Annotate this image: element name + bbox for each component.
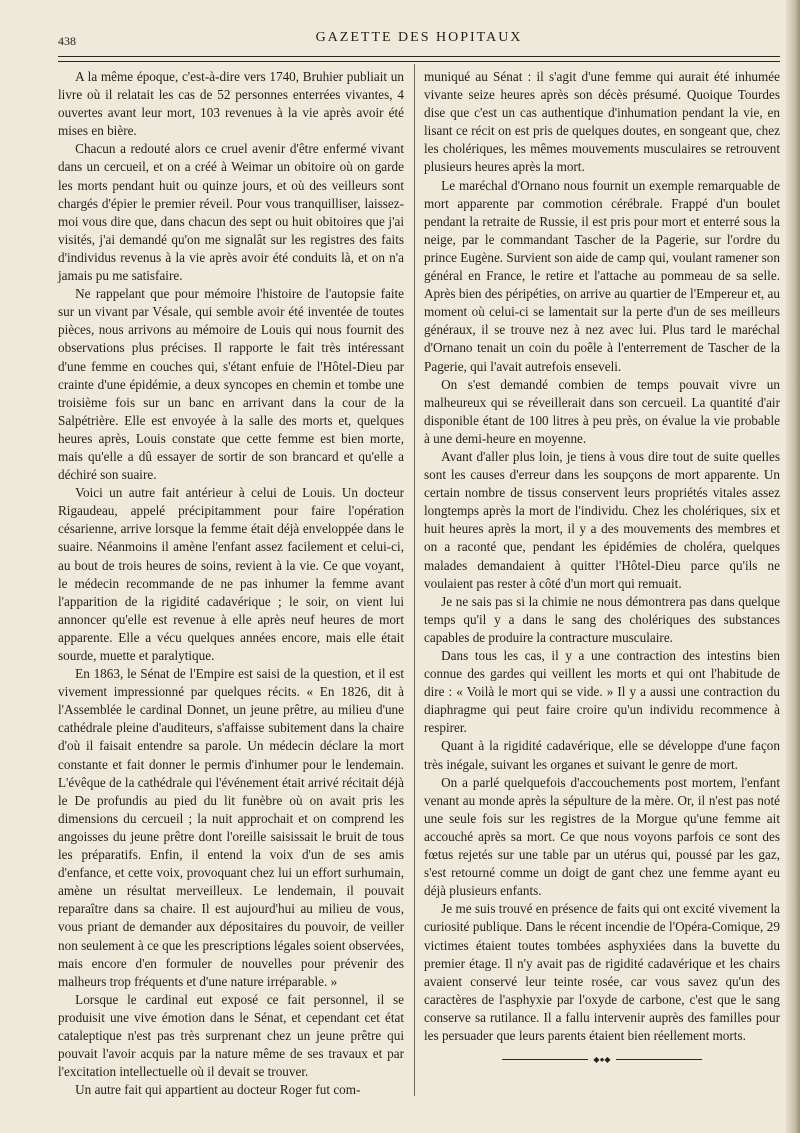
- paragraph: Le maréchal d'Ornano nous fournit un exemple remarquable de mort apparente par commotion cérébrale. Frappé d'un boulet pendant la retraite de Russie, il est pris pour mort et enterré sous la neige, par le commandant Tascher de la Pagerie, sur l'ordre du prince Eugène. Survient son aide de camp qui, voulant ramener son général en France, le retire et l'attache au pommeau de sa selle. Après bien des péripéties, on arrive au quartier de l'Empereur et, au moment où celui-ci se lamentait sur la perte d'un de ses meilleurs généraux, il se trouve nez à nez avec lui. Plus tard le maréchal d'Ornano tenait un coin du poêle à l'enterrement de Tascher de la Pagerie, qui l'avait autrefois enseveli.: [424, 177, 780, 374]
- paragraph-continued: muniqué au Sénat : il s'agit d'une femme qui aurait été inhumée vivante seize heures après son décès présumé. Quoique Tourdes dise que c'est un cas authentique d'inhumation pendant la vie, en lisant ce récit on est pris de quelques doutes, en songeant que, chez les cholériques, les mêmes mouvements musculaires se retrouvent plusieurs heures après la mort.: [424, 69, 780, 175]
- header-rule: [58, 56, 780, 62]
- paragraph: Lorsque le cardinal eut exposé ce fait personnel, il se produisit une vive émotion dans le Sénat, et cependant cet état cataleptique n'est pas très surprenant chez un jeune prêtre qui pouvait l'avoir acquis par la nature même de ses travaux et par l'excitation intellectuelle où il devait se trouver.: [58, 991, 404, 1080]
- end-ornament-rule: [502, 1055, 702, 1065]
- paragraph: Chacun a redouté alors ce cruel avenir d'être enfermé vivant dans un cercueil, et on a créé à Weimar un obitoire où on garde les morts pendant huit ou quinze jours, et où des veilleurs sont chargés d'épier le premier réveil. Pour vous tranquilliser, laissez-moi vous dire que, dans chacun des sept ou huit obitoires que j'ai visités, j'ai demandé qu'on me signalât sur les registres des faits d'individus revenus à la vie après avoir été conduits là, et on n'a jamais pu me satisfaire.: [58, 141, 404, 284]
- paragraph: Avant d'aller plus loin, je tiens à vous dire tout de suite quelles sont les causes d'erreur dans les soupçons de mort apparente. Un certain nombre de tissus conservent leurs propriétés vitales assez longtemps après la mort de l'individu. Chez les cholériques, six et huit heures après la mort, il y a des mouvements des membres et on a raconté que, pendant les épidémies de choléra, quelques malades demandaient à quitter l'Hôtel-Dieu parce qu'ils ne voulaient pas rester à côté d'un mort qui remuait.: [424, 448, 780, 591]
- paragraph: A la même époque, c'est-à-dire vers 1740, Bruhier publiait un livre où il relatait les cas de 52 personnes enterrées vivantes, 4 ouvertes avant leur mort, 103 revenues à la vie après avoir été mises en bière.: [58, 69, 404, 139]
- paragraph: Ne rappelant que pour mémoire l'histoire de l'autopsie faite sur un vivant par Vésale, qui semble avoir été inventée de toutes pièces, nous arrivons au mémoire de Louis qui nous fournit des observations plus précises. Il rapporte le fait très intéressant d'une femme en couches qui, s'étant enfuie de l'Hôtel-Dieu par crainte d'une épidémie, a deux syncopes en chemin et tombe une troisième fois sur un banc en arrivant dans la cour de la Salpétrière. Elle est envoyée à la salle des morts et, quelques heures après, Louis constate que cette femme est bien morte, mais qu'elle a dû essayer de sortir de son brancard et qu'elle a déchiré son suaire.: [58, 286, 404, 483]
- ornament-icon: ◆●◆: [588, 1056, 616, 1063]
- paragraph: On a parlé quelquefois d'accouchements post mortem, l'enfant venant au monde après la sépulture de la mère. Or, il n'est pas noté une seule fois sur les registres de la Morgue qu'une femme ait accouché après sa mort. Ce que nous voyons parfois ce sont des fœtus rejetés sur une table par un utérus qui, poussé par les gaz, s'est retourné comme un doigt de gant chez une femme ayant eu déjà plusieurs enfants.: [424, 774, 780, 899]
- paragraph: Dans tous les cas, il y a une contraction des intestins bien connue des gardes qui veillent les morts et qui ont l'habitude de dire : « Voilà le mort qui se vide. » Il y a aussi une contraction du diaphragme qui peut faire croire qu'un individu recommence à respirer.: [424, 648, 780, 736]
- paragraph: Je ne sais pas si la chimie ne nous démontrera pas dans quelque temps qu'il y a dans le sang des cholériques des substances capables de produire la contracture musculaire.: [424, 593, 780, 645]
- paragraph: Quant à la rigidité cadavérique, elle se développe d'une façon très inégale, suivant les organes et suivant le genre de mort.: [424, 738, 780, 772]
- paragraph: On s'est demandé combien de temps pouvait vivre un malheureux qui se réveillerait dans son cercueil. La quantité d'air disponible étant de 100 litres à peu près, on évalue la vie probable à une demi-heure en moyenne.: [424, 376, 780, 446]
- page-header: [58, 30, 780, 52]
- paragraph: Voici un autre fait antérieur à celui de Louis. Un docteur Rigaudeau, appelé précipitamment pour faire l'opération césarienne, arrive lorsque la femme était déjà enveloppée dans le suaire. Néanmoins il amène l'enfant assez facilement et celui-ci, au bout de trois heures de soins, revient à la vie. Ce que voyant, le médecin recommande de ne pas inhumer la femme avant l'apparition de la rigidité cadavérique ; le soir, on vient lui annoncer qu'elle est revenue à elle après neuf heures de mort apparente. Elle a vécu quelques années encore, mais elle était sourde, muette et paralytique.: [58, 485, 404, 663]
- right-column: [424, 68, 780, 1065]
- left-column: [58, 68, 404, 1099]
- paragraph: Je me suis trouvé en présence de faits qui ont excité vivement la curiosité publique. Dans le récent incendie de l'Opéra-Comique, 29 victimes étaient toutes tombées asphyxiées dans la buvette du premier étage. Il n'y avait pas de rigidité cadavérique et les chairs avaient conservé leur teinte rosée, car vous savez qu'un des caractères de l'asphyxie par l'oxyde de carbone, c'est que le sang conserve sa rutilance. Il a fallu intervenir auprès des familles pour les persuader que leurs parents étaient bien réellement morts.: [424, 901, 780, 1043]
- journal-title: GAZETTE DES HOPITAUX: [315, 30, 523, 45]
- page-number: 438: [58, 34, 76, 48]
- paragraph: En 1863, le Sénat de l'Empire est saisi de la question, et il est vivement impressionné par quelques récits. « En 1826, dit à l'Assemblée le cardinal Donnet, un jeune prêtre, au milieu d'une cathédrale pleine d'auditeurs, s'affaisse subitement dans la chaire d'où il faisait entendre sa parole. Un médecin déclare la mort constante et fait donner le permis d'inhumer pour le lendemain. L'évêque de la cathédrale qui l'événement était arrivé récitait déjà le De profundis au pied du lit funèbre où on avait pris les dimensions du cercueil ; la nuit approchait et on comprend les angoisses du jeune prêtre dont l'oreille saisissait le bruit de tous les préparatifs. Enfin, il entend la voix d'un de ses amis d'enfance, et cette voix, provoquant chez lui un effort surhumain, amène un résultat merveilleux. Le lendemain, il pouvait reparaître dans sa chaire. Il est aujourd'hui au milieu de vous, vous priant de demander aux dépositaires du pouvoir, de veiller non seulement à ce que les prescriptions légales soient observées, mais encore d'en formuler de nouvelles pour prévenir des malheurs trop fréquents et d'une nature irréparable. »: [58, 666, 404, 989]
- page-edge: [786, 0, 800, 1133]
- column-divider: [414, 64, 415, 1096]
- paragraph: Un autre fait qui appartient au docteur Roger fut com-: [75, 1082, 361, 1098]
